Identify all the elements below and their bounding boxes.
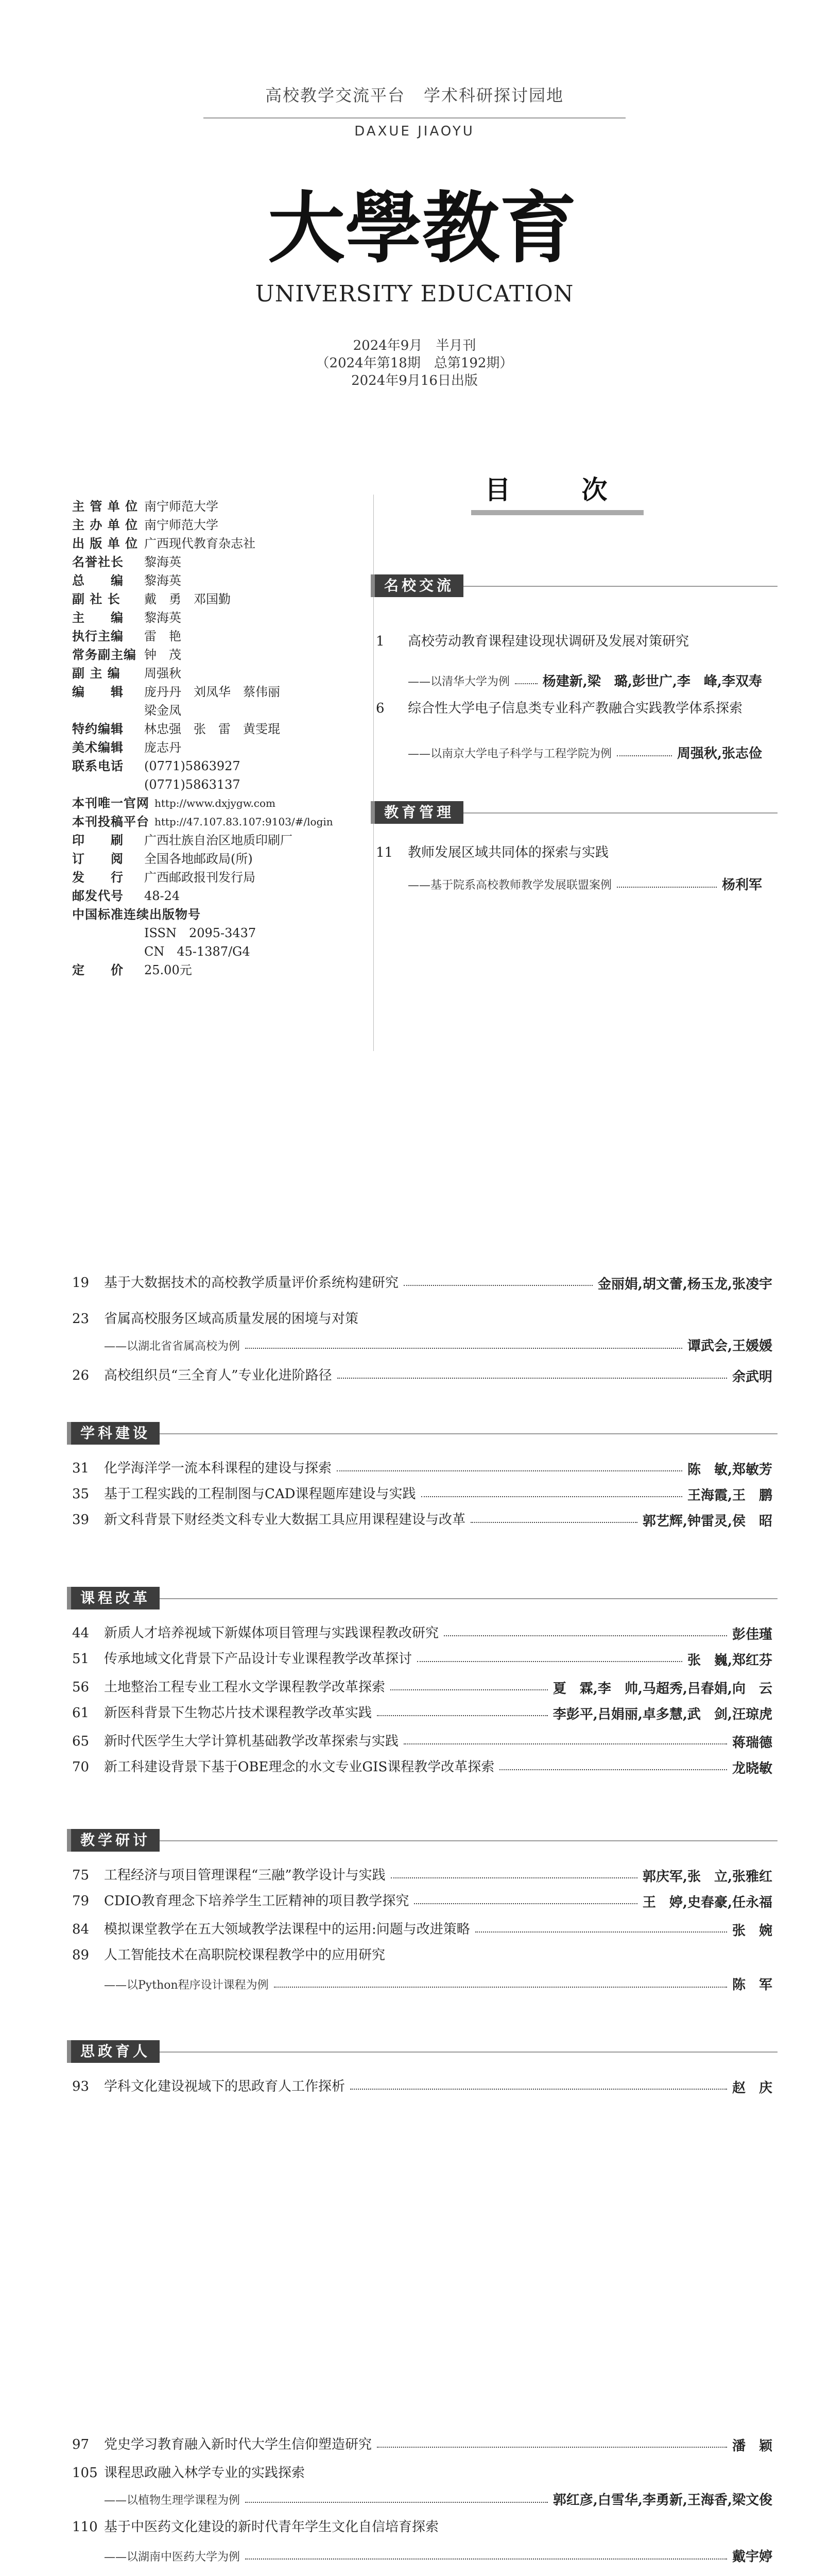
dot-leader — [404, 1285, 593, 1286]
masthead-value: 庞丹丹 刘凤华 蔡伟丽 — [144, 685, 280, 699]
masthead-label: 总 编 — [72, 573, 124, 588]
toc-authors: 王海霞,王 鹏 — [687, 1488, 772, 1503]
dot-leader — [404, 1743, 727, 1744]
masthead-label: 执行主编 — [72, 629, 124, 643]
toc-authors: 龙晓敏 — [732, 1761, 772, 1776]
toc-authors: 杨建新,梁 璐,彭世广,李 峰,李双寿 — [542, 674, 762, 689]
masthead-value: 全国各地邮政局(所) — [144, 852, 253, 866]
dot-leader — [391, 1877, 637, 1878]
toc-page-number: 93 — [72, 2079, 90, 2094]
toc-authors: 张 婉 — [732, 1923, 772, 1939]
toc-entry[interactable] — [72, 2517, 762, 2537]
toc-title: 基于中医药文化建设的新时代青年学生文化自信培育探索 — [104, 2519, 439, 2535]
masthead-value: ISSN 2095-3437 — [144, 926, 256, 940]
toc-page-number: 61 — [72, 1705, 90, 1721]
tagline-left: 高校教学交流平台 — [265, 86, 405, 105]
toc-authors: 张 巍,郑红芬 — [687, 1653, 772, 1668]
masthead-row — [72, 701, 376, 720]
masthead-row — [72, 738, 376, 757]
masthead-label: 订 阅 — [72, 851, 124, 866]
section-tag: 学科建设 — [67, 1422, 160, 1445]
masthead-row — [72, 757, 376, 775]
dot-leader — [499, 1769, 727, 1770]
toc-subtitle: ——基于院系高校教师教学发展联盟案例 — [408, 879, 612, 892]
toc-entry[interactable] — [72, 1731, 762, 1752]
dot-leader — [337, 1470, 682, 1471]
dot-leader — [245, 2502, 548, 2503]
section-rule — [463, 812, 778, 814]
dot-leader — [245, 2558, 727, 2560]
issue-number: （2024年第18期 总第192期） — [316, 355, 513, 371]
masthead-row — [72, 683, 376, 701]
masthead-row — [72, 812, 376, 831]
dot-leader — [274, 1987, 727, 1988]
toc-authors: 戴宇婷 — [732, 2549, 772, 2565]
masthead-label: 名誉社长 — [72, 554, 124, 569]
logo-calligraphy: 大學教育 — [268, 183, 577, 274]
toc-entry[interactable] — [72, 2463, 762, 2483]
toc-page-number: 70 — [72, 1759, 90, 1775]
toc-subtitle: ——以南京大学电子科学与工程学院为例 — [408, 748, 612, 760]
masthead-value: 庞志丹 — [144, 740, 181, 755]
masthead-label: 编 辑 — [72, 684, 124, 699]
masthead-value: 钟 茂 — [144, 648, 181, 662]
masthead-label: 特约编辑 — [72, 721, 124, 736]
dot-leader — [421, 1496, 682, 1497]
masthead-label: 邮发代号 — [72, 888, 124, 903]
journal-title-en: UNIVERSITY EDUCATION — [255, 281, 574, 307]
issue-publish-date: 2024年9月16日出版 — [351, 373, 478, 388]
toc-authors: 夏 霖,李 帅,马超秀,吕春娟,向 云 — [552, 1681, 772, 1697]
masthead-value: 南宁师范大学 — [144, 518, 218, 532]
toc-page-number: 6 — [376, 701, 385, 716]
masthead-label: 副 社 长 — [72, 591, 120, 606]
section-tag: 思政育人 — [67, 2040, 160, 2063]
toc-page-number: 1 — [376, 634, 385, 649]
toc-title: 高校组织员“三全育人”专业化进阶路径 — [104, 1368, 332, 1383]
toc-title: CDIO教育理念下培养学生工匠精神的项目教学探究 — [104, 1893, 409, 1909]
toc-subtitle: ——以湖南中医药大学为例 — [104, 2551, 240, 2564]
toc-entry[interactable] — [376, 631, 757, 652]
toc-entry[interactable] — [72, 2434, 762, 2455]
toc-title: 化学海洋学一流本科课程的建设与探索 — [104, 1461, 332, 1476]
toc-page-number: 79 — [72, 1893, 90, 1909]
toc-subtitle: ——以Python程序设计课程为例 — [104, 1979, 269, 1992]
header-divider — [203, 117, 626, 118]
toc-authors: 赵 庆 — [732, 2080, 772, 2096]
toc-page-number: 75 — [72, 1868, 90, 1883]
toc-title: 新时代医学生大学计算机基础教学改革探索与实践 — [104, 1734, 399, 1749]
masthead-label: 主 管 单 位 — [72, 499, 139, 514]
masthead-value: 黎海英 — [144, 611, 181, 625]
masthead-value: http://47.107.83.107:9103/#/login — [154, 816, 333, 828]
tagline-right: 学术科研探讨园地 — [424, 86, 564, 105]
masthead-row — [72, 516, 376, 534]
dot-leader — [617, 887, 717, 888]
toc-entry[interactable] — [72, 1623, 762, 1643]
masthead-value: 48-24 — [144, 889, 180, 903]
journal-pinyin: DAXUE JIAOYU — [354, 124, 475, 139]
toc-subtitle: ——以清华大学为例 — [408, 675, 510, 688]
masthead-row — [72, 571, 376, 590]
toc-page-number: 110 — [72, 2519, 98, 2535]
toc-authors: 李彭平,吕娟丽,卓多慧,武 剑,汪琼虎 — [552, 1707, 772, 1722]
masthead-value: 林忠强 张 雷 黄雯琨 — [144, 722, 280, 736]
dot-leader — [377, 1715, 548, 1716]
masthead-row — [72, 961, 376, 979]
masthead-row — [72, 831, 376, 850]
journal-logo — [268, 165, 577, 278]
toc-page-number: 39 — [72, 1512, 90, 1528]
toc-authors: 蒋瑞德 — [732, 1735, 772, 1751]
toc-title: 模拟课堂教学在五大领域教学法课程中的运用:问题与改进策略 — [104, 1922, 470, 1937]
section-tag: 名校交流 — [371, 574, 463, 597]
masthead-value: 梁金凤 — [144, 703, 181, 718]
masthead-row — [72, 887, 376, 905]
toc-entry[interactable] — [376, 698, 757, 719]
dot-leader — [444, 1635, 727, 1636]
masthead-label — [72, 775, 144, 794]
toc-page-number: 11 — [376, 845, 393, 860]
dot-leader — [617, 755, 672, 756]
toc-authors: 陈 军 — [732, 1977, 772, 1993]
toc-entry[interactable] — [72, 2076, 762, 2097]
section-tag: 教学研讨 — [67, 1829, 160, 1852]
masthead-label: 定 价 — [72, 962, 124, 977]
toc-page-number: 97 — [72, 2437, 90, 2452]
toc-title: 土地整治工程专业工程水文学课程教学改革探索 — [104, 1680, 386, 1695]
section-rule — [160, 2052, 778, 2053]
masthead-value: 广西壮族自治区地质印刷厂 — [144, 833, 292, 848]
masthead-row — [72, 794, 376, 812]
masthead — [72, 497, 376, 979]
masthead-row — [72, 850, 376, 868]
toc-title: 高校劳动教育课程建设现状调研及发展对策研究 — [408, 634, 689, 649]
toc-entry[interactable] — [72, 1309, 762, 1329]
toc-title: 工程经济与项目管理课程“三融”教学设计与实践 — [104, 1868, 386, 1883]
masthead-label: 美术编辑 — [72, 740, 124, 755]
toc-page-number — [72, 2573, 104, 2576]
toc-authors: 郭艺辉,钟雷灵,侯 昭 — [642, 1514, 772, 1529]
masthead-row — [72, 664, 376, 683]
masthead-value: 广西现代教育杂志社 — [144, 536, 255, 551]
toc-authors: 杨利军 — [721, 877, 762, 893]
toc-subtitle: ——以湖北省省属高校为例 — [104, 1340, 240, 1353]
toc-entry[interactable] — [72, 1484, 762, 1504]
masthead-label: 联系电话 — [72, 758, 124, 773]
masthead-row — [72, 627, 376, 646]
masthead-row — [72, 534, 376, 553]
toc-page-number: 56 — [72, 1680, 90, 1695]
dot-leader — [390, 1689, 548, 1690]
toc-authors: 余武明 — [732, 1369, 772, 1385]
masthead-label: 主 编 — [72, 610, 124, 625]
masthead-row — [72, 720, 376, 738]
toc-authors: 王 婷,史春豪,任永福 — [642, 1895, 772, 1910]
masthead-row — [72, 868, 376, 887]
toc-page-number: 23 — [72, 1311, 90, 1327]
dot-leader — [417, 1661, 682, 1662]
toc-title: 新医科背景下生物芯片技术课程教学改革实践 — [104, 1705, 372, 1721]
toc-title: 新质人才培养视域下新媒体项目管理与实践课程教改研究 — [104, 1625, 439, 1641]
tagline — [0, 82, 829, 106]
toc-title: 基于大数据技术的高校教学质量评价系统构建研究 — [104, 1275, 399, 1291]
toc-authors: 郭红彦,白雪华,李勇新,王海香,梁文俊 — [552, 2493, 772, 2508]
dot-leader — [337, 1378, 727, 1379]
dot-leader — [350, 2089, 727, 2090]
toc-entry[interactable] — [72, 1757, 762, 1777]
toc-title: 教师发展区域共同体的探索与实践 — [408, 845, 609, 860]
masthead-label: 中国标准连续出版物号 — [72, 907, 201, 922]
masthead-row — [72, 590, 376, 608]
toc-title: 省属高校服务区域高质量发展的困境与对策 — [104, 1311, 359, 1327]
masthead-label — [72, 701, 144, 720]
masthead-value: 周强秋 — [144, 666, 181, 681]
section-tag: 教育管理 — [371, 801, 463, 824]
toc-title: 基于工程实践的工程制图与CAD课程题库建设与实践 — [104, 1486, 416, 1502]
toc-page-number: 19 — [72, 1275, 90, 1291]
section-rule — [160, 1433, 778, 1434]
masthead-row — [72, 905, 376, 924]
toc-page-number: 35 — [72, 1486, 90, 1502]
masthead-row — [72, 608, 376, 627]
toc-title: 新文科背景下财经类文科专业大数据工具应用课程建设与改革 — [104, 1512, 466, 1528]
toc-page-number: 26 — [72, 1368, 90, 1383]
masthead-row — [72, 775, 376, 794]
toc-title: 新工科建设背景下基于OBE理念的水文专业GIS课程教学改革探索 — [104, 1759, 495, 1775]
toc-page-number: 44 — [72, 1625, 90, 1641]
masthead-label: 常务副主编 — [72, 647, 136, 662]
toc-authors: 郭庆军,张 立,张雅红 — [642, 1869, 772, 1885]
dot-leader — [515, 683, 538, 684]
masthead-value: 戴 勇 邓国勤 — [144, 592, 231, 606]
toc-entry[interactable] — [72, 1649, 762, 1669]
masthead-row — [72, 553, 376, 571]
masthead-label: 主 办 单 位 — [72, 517, 139, 532]
masthead-value: 黎海英 — [144, 573, 181, 588]
toc-page-number: 105 — [72, 2465, 98, 2481]
dot-leader — [245, 1348, 682, 1349]
masthead-label: 本刊唯一官网 — [72, 795, 149, 810]
dot-leader — [414, 1903, 637, 1904]
toc-page-number: 84 — [72, 1922, 90, 1937]
masthead-value: (0771)5863137 — [144, 777, 240, 792]
toc-subtitle: ——以植物生理学课程为例 — [104, 2494, 240, 2507]
masthead-value: (0771)5863927 — [144, 759, 240, 773]
masthead-value: http://www.dxjygw.com — [154, 797, 276, 809]
masthead-label — [72, 942, 144, 961]
masthead-value: CN 45-1387/G4 — [144, 944, 250, 959]
toc-title: 人工智能技术在高职院校课程教学中的应用研究 — [104, 1947, 386, 1963]
toc-entry[interactable] — [72, 1945, 762, 1965]
toc-authors: 谭武会,王媛媛 — [687, 1338, 772, 1354]
masthead-label: 出 版 单 位 — [72, 536, 139, 551]
toc-authors: 陈 敏,郑敏芳 — [687, 1462, 772, 1478]
toc-title: 学科文化建设视域下的思政育人工作探析 — [104, 2079, 346, 2094]
contents-title: 目 次 — [471, 474, 644, 515]
toc-page-number: 31 — [72, 1461, 90, 1476]
toc-authors: 潘 颖 — [732, 2438, 772, 2454]
masthead-label: 印 刷 — [72, 833, 124, 848]
masthead-label: 本刊投稿平台 — [72, 814, 149, 829]
masthead-label: 发 行 — [72, 870, 124, 885]
toc-title: 传承地域文化背景下产品设计专业课程教学改革探讨 — [104, 1651, 412, 1667]
masthead-value: 25.00元 — [144, 963, 192, 977]
section-tag: 课程改革 — [67, 1587, 160, 1609]
toc-authors: 周强秋,张志俭 — [677, 746, 762, 761]
toc-entry[interactable] — [72, 1919, 762, 1940]
toc-entry[interactable] — [376, 842, 757, 863]
toc-page-number: 89 — [72, 1947, 90, 1963]
toc-authors: 金丽娟,胡文蕾,杨玉龙,张凌宇 — [597, 1277, 772, 1292]
masthead-value: 南宁师范大学 — [144, 499, 218, 514]
dot-leader — [377, 2447, 727, 2448]
masthead-value: 雷 艳 — [144, 629, 181, 643]
toc-authors: 彭佳瑾 — [732, 1627, 772, 1642]
toc-title: 党史学习教育融入新时代大学生信仰塑造研究 — [104, 2437, 372, 2452]
masthead-row — [72, 497, 376, 516]
masthead-label — [72, 924, 144, 942]
toc-title: 综合性大学电子信息类专业科产教融合实践教学体系探索 — [408, 701, 743, 716]
masthead-row — [72, 942, 376, 961]
toc-entry[interactable] — [72, 1458, 762, 1479]
masthead-label: 副 主 编 — [72, 666, 120, 681]
toc-page-number: 65 — [72, 1734, 90, 1749]
masthead-value: 黎海英 — [144, 555, 181, 569]
dot-leader — [475, 1931, 727, 1933]
masthead-row — [72, 646, 376, 664]
masthead-row — [72, 924, 376, 942]
toc-title: 课程思政融入林学专业的实践探索 — [104, 2465, 305, 2481]
issue-date: 2024年9月 半月刊 — [353, 338, 476, 353]
section-rule — [160, 1598, 778, 1599]
dot-leader — [471, 1522, 637, 1523]
toc-entry[interactable] — [72, 1365, 762, 1386]
section-rule — [160, 1840, 778, 1841]
masthead-value: 广西邮政报刊发行局 — [144, 870, 255, 885]
toc-page-number: 51 — [72, 1651, 90, 1667]
section-rule — [463, 586, 778, 587]
